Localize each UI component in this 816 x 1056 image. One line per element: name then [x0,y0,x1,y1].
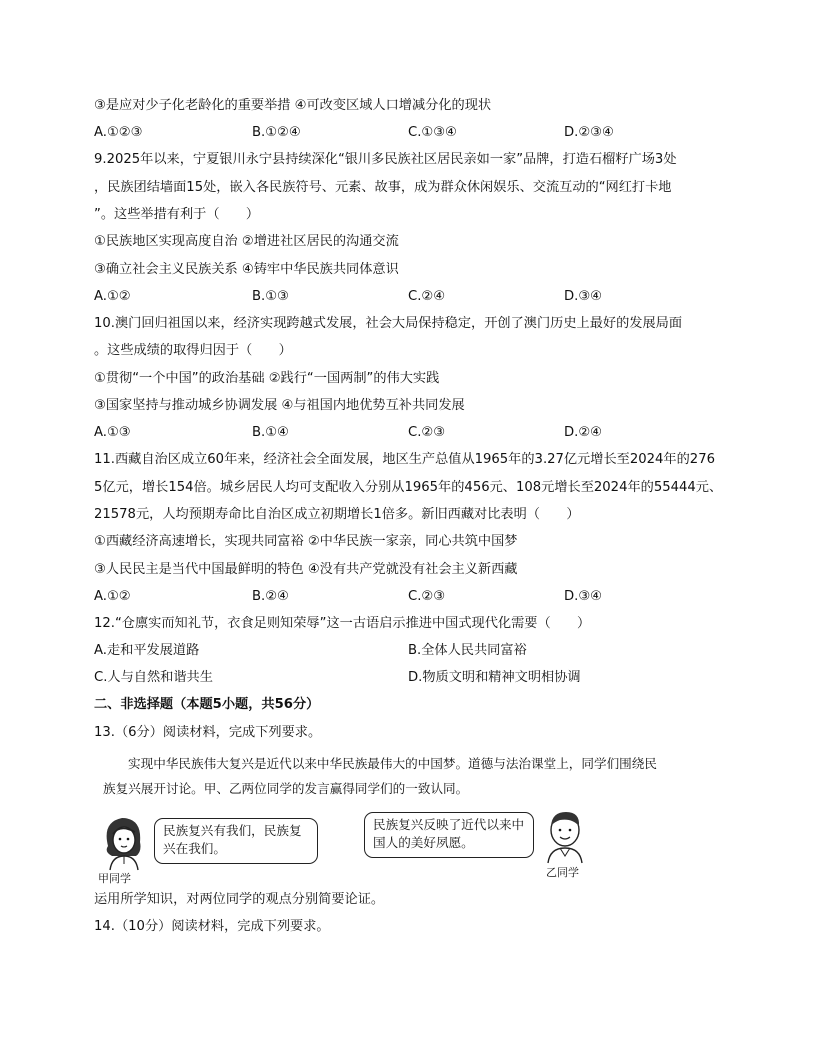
option-b: B.①④ [252,425,289,440]
q11-statement-1: ①西藏经济高速增长，实现共同富裕 ②中华民族一家亲，同心共筑中国梦 [94,534,518,549]
q13-material-line-2: 族复兴展开讨论。甲、乙两位同学的发言赢得同学们的一致认同。 [103,781,469,796]
prev-question-statement: ③是应对少子化老龄化的重要举措 ④可改变区域人口增减分化的现状 [94,98,492,113]
student-b-caption: 乙同学 [546,866,579,879]
option-b: B.②④ [252,589,289,604]
option-c: C.②④ [408,289,446,304]
option-a: A.①② [94,289,131,304]
student-b-speech-bubble [364,812,534,858]
girl-student-illustration [98,812,150,872]
student-a-speech-bubble [154,818,318,864]
option-d: D.③④ [564,289,602,304]
q9-stem-line-1: 9.2025年以来，宁夏银川永宁县持续深化“银川多民族社区居民亲如一家”品牌，打造石榴籽广场3处 [94,152,677,167]
option-c: C.②③ [408,425,446,440]
q10-statement-2: ③国家坚持与推动城乡协调发展 ④与祖国内地优势互补共同发展 [94,398,465,413]
student-b-speech-line-1: 民族复兴反映了近代以来中 [373,817,525,832]
option-c: C.②③ [408,589,446,604]
option-d: D.②④ [564,425,602,440]
option-b: B.①②④ [252,125,301,140]
student-b-speech-line-2: 国人的美好夙愿。 [373,835,474,850]
q9-stem-line-3: ”。这些举措有利于（ ） [94,207,260,222]
option-a: A.①③ [94,425,131,440]
section-heading: 二、非选择题（本题5小题，共56分） [94,697,320,712]
q11-stem-line-1: 11.西藏自治区成立60年来，经济社会全面发展，地区生产总值从1965年的3.27亿元增长至2024年的276 [94,452,715,467]
option-a: A.①②③ [94,125,143,140]
q13-material-line-1: 实现中华民族伟大复兴是近代以来中华民族最伟大的中国梦。道德与法治课堂上，同学们围绕民 [128,756,657,771]
option-c: C.①③④ [408,125,457,140]
option-b: B.全体人民共同富裕 [408,643,527,658]
option-d: D.③④ [564,589,602,604]
q9-statement-1: ①民族地区实现高度自治 ②增进社区居民的沟通交流 [94,234,399,249]
student-a-speech-line-1: 民族复兴有我们，民族复 [163,823,302,838]
option-a: A.①② [94,589,131,604]
q10-statement-1: ①贯彻“一个中国”的政治基础 ②践行“一国两制”的伟大实践 [94,371,440,386]
q11-statement-2: ③人民民主是当代中国最鲜明的特色 ④没有共产党就没有社会主义新西藏 [94,562,518,577]
option-d: D.②③④ [564,125,614,140]
option-b: B.①③ [252,289,289,304]
q13-stem: 13.（6分）阅读材料，完成下列要求。 [94,725,322,740]
boy-student-illustration [538,806,592,864]
option-a: A.走和平发展道路 [94,643,200,658]
q9-stem-line-2: ，民族团结墙面15处，嵌入各民族符号、元素、故事，成为群众休闲娱乐、交流互动的“网红打卡地 [94,180,672,195]
q10-stem-line-2: 。这些成绩的取得归因于（ ） [94,343,292,358]
q10-stem-line-1: 10.澳门回归祖国以来，经济实现跨越式发展，社会大局保持稳定，开创了澳门历史上最好的发展局面 [94,316,683,331]
q12-stem: 12.“仓廪实而知礼节，衣食足则知荣辱”这一古语启示推进中国式现代化需要（ ） [94,616,591,631]
q11-stem-line-3: 21578元，人均预期寿命比自治区成立初期增长1倍多。新旧西藏对比表明（ ） [94,507,580,522]
q11-stem-line-2: 5亿元，增长154倍。城乡居民人均可支配收入分别从1965年的456元、108元增长至2024年的55444元、 [94,480,723,495]
q9-statement-2: ③确立社会主义民族关系 ④铸牢中华民族共同体意识 [94,262,399,277]
q13-task: 运用所学知识，对两位同学的观点分别简要论证。 [94,892,385,907]
option-c: C.人与自然和谐共生 [94,670,213,685]
student-a-caption: 甲同学 [98,872,131,885]
q14-stem: 14.（10分）阅读材料，完成下列要求。 [94,919,330,934]
student-a-speech-line-2: 兴在我们。 [163,841,226,856]
option-d: D.物质文明和精神文明相协调 [408,670,581,685]
